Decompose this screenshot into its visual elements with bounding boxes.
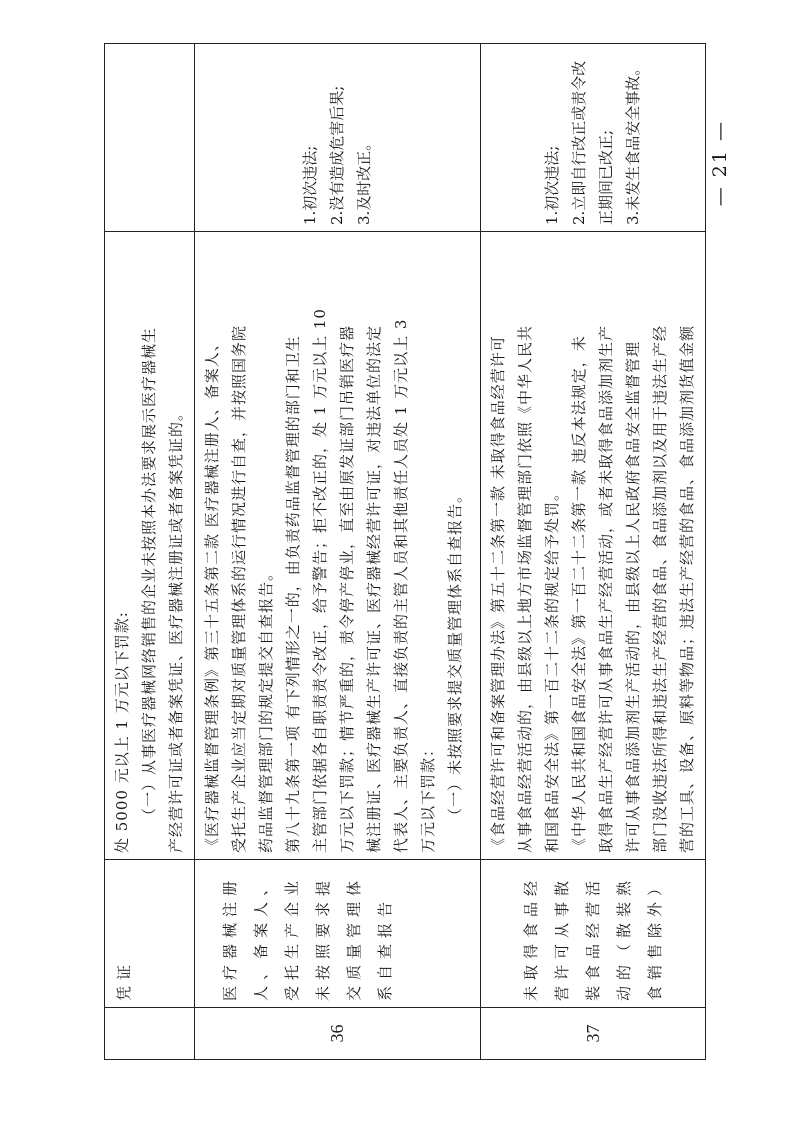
exemption-conditions	[481, 44, 706, 232]
condition-line: 3.及时改正。	[355, 135, 373, 225]
row-number: 37	[481, 1008, 706, 1060]
basis-line: 产经营许可证或者备案凭证、医疗器械注册证或者备案凭证的。	[167, 404, 185, 853]
legal-basis	[481, 232, 706, 860]
condition-line: 2.立即自行改正或责令改	[570, 60, 588, 225]
condition-line: 2.没有造成危害后果;	[328, 85, 346, 225]
page-number: — 21 —	[709, 120, 731, 207]
basis-line: 取得食品生产经营许可从事食品生产经营活动，或者未取得食品添加剂生产	[597, 324, 615, 853]
row-number: 36	[195, 1008, 481, 1060]
penalty-table	[104, 43, 706, 1060]
exemption-conditions	[105, 44, 195, 232]
condition-line: 1.初次违法;	[301, 145, 319, 225]
violation-item: 凭证	[105, 860, 195, 1008]
basis-line: 《食品经营许可和备案管理办法》第五十二条第一款 未取得食品经营许可	[489, 335, 507, 853]
basis-line: 代表人、主要负责人、直接负责的主管人员和其他责任人员处 1 万元以上 3	[392, 318, 410, 853]
legal-basis	[105, 232, 195, 860]
basis-line: 主管部门依据各自职责责令改正，给予警告；拒不改正的，处 1 万元以上 10	[311, 308, 329, 853]
violation-item: 医疗器械注册人、备案人、受托生产企业未按照要求提交质量管理体系自查报告	[195, 860, 481, 1008]
basis-line: 第八十九条第一项 有下列情形之一的，由负责药品监督管理的部门和卫生	[284, 335, 302, 853]
basis-line: 和国食品安全法》第一百二十二条的规定给予处罚。	[543, 484, 561, 853]
basis-line: （一）从事医疗器械网络销售的企业未按照本办法要求展示医疗器械生	[140, 326, 158, 823]
basis-line: 药品监督管理部门的规定提交自查报告。	[257, 564, 275, 853]
table-row	[481, 44, 706, 1060]
condition-line: 正期间已改正;	[597, 129, 615, 225]
condition-line: 3.未发生食品安全事故。	[624, 60, 642, 225]
violation-item: 未取得食品经营许可从事散装食品经营活动的（散装熟食销售除外）	[481, 860, 706, 1008]
legal-basis	[195, 232, 481, 860]
table-row	[105, 44, 195, 1060]
condition-line: 1.初次违法;	[543, 145, 561, 225]
rotated-table-page	[104, 44, 696, 1060]
basis-line: 营的工具、设备、原料等物品；违法生产经营的食品、食品添加剂货值金额	[678, 324, 696, 853]
basis-line: 从事食品经营活动的，由县级以上地方市场监督管理部门依照《中华人民共	[516, 324, 534, 853]
basis-line: （一）未按照要求提交质量管理体系自查报告。	[446, 486, 464, 823]
basis-line: 部门没收违法所得和违法生产经营的食品、食品添加剂以及用于违法生产经	[651, 324, 669, 853]
basis-line: 械注册证、医疗器械生产许可证、医疗器械经营许可证，对违法单位的法定	[365, 324, 383, 853]
table-row	[195, 44, 481, 1060]
exemption-conditions	[195, 44, 481, 232]
basis-line: 处 5000 元以上 1 万元以下罚款:	[113, 611, 131, 853]
basis-line: 《中华人民共和国食品安全法》第一百二十二条第一款 违反本法规定，未	[570, 335, 588, 853]
basis-line: 万元以下罚款；情节严重的，责令停产停业，直至由原发证部门吊销医疗器	[338, 324, 356, 853]
row-number	[105, 1008, 195, 1060]
basis-line: 许可从事食品添加剂生产活动的，由县级以上人民政府食品安全监督管理	[624, 340, 642, 853]
basis-line: 万元以下罚款：	[419, 740, 437, 853]
basis-line: 《医疗器械监督管理条例》第三十五条第二款 医疗器械注册人、备案人、	[203, 335, 221, 853]
basis-line: 受托生产企业应当定期对质量管理体系的运行情况进行自查，并按照国务院	[230, 324, 248, 853]
